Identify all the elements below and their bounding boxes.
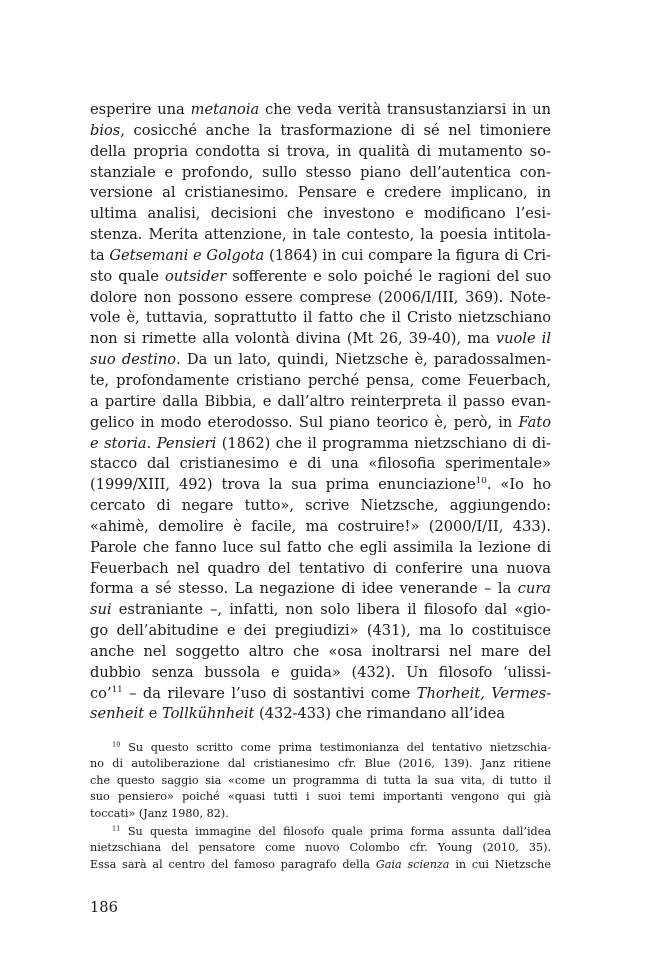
text-span: Feuerbach nel quadro del tentativo di conferire una nuova [90,559,551,577]
italic-span: suo destino [90,351,177,369]
text-span: in cui Nietzsche [449,857,552,871]
text-line [90,579,551,600]
text-span: sto quale [90,267,166,285]
text-span: estraniante –, infatti, non solo libera il filosofo dal «gio- [111,601,551,619]
text-span: (432-433) che rimandano all’idea [254,705,505,723]
text-span: Parole che fanno luce sul fatto che egli assimila la lezione di [90,538,551,556]
italic-span: vuole il [495,330,551,348]
text-span: . «Io ho [486,476,551,494]
text-span: go dell’abitudine e dei pregiudizi» (431), ma lo costituisce [90,622,551,640]
text-line [90,246,551,267]
italic-span: sui [90,601,112,619]
text-line [90,413,551,434]
text-span: stacco dal cristianesimo e di una «filosofia sperimentale» [90,455,551,473]
text-line [90,163,551,184]
main-text [90,100,551,725]
text-span: forma a sé stesso. La negazione di idee venerande – la [90,580,518,598]
italic-span: cura [517,580,551,598]
text-span: Essa sarà al centro del famoso paragrafo della [90,857,376,871]
footnote-line [90,857,551,873]
italic-span: Thorheit, Vermes- [416,684,552,702]
text-line [90,621,551,642]
italic-span: bios [90,121,121,139]
text-line [90,434,551,455]
text-span: stenza. Merita attenzione, in tale contesto, la poesia intitola- [90,226,551,244]
footnote-marker: 10 [475,476,487,487]
italic-span: metanoia [190,101,260,118]
text-span: della propria condotta si trova, in qualità di mutamento so- [90,142,551,160]
text-span: te, profondamente cristiano perché pensa, come Feuerbach, [90,371,551,389]
text-span: che veda verità transustanziarsi in un [259,101,551,118]
text-line [90,392,551,413]
italic-span: Gaia scienza [375,857,450,871]
italic-span: e storia. Pensieri [90,434,217,452]
text-span: ultima analisi, decisioni che investono e modificano l’esi- [90,205,551,223]
footnote-marker: 11 [111,684,123,695]
text-line [90,704,551,725]
text-line [90,183,551,204]
text-span: gelico in modo eterodosso. Sul piano teorico è, però, in [90,413,519,431]
footnote-number: 10 [112,740,121,749]
text-line [90,496,551,517]
text-line [90,371,551,392]
footnote-line [90,740,551,756]
text-span: nietzschiana del pensatore come nuovo Colombo cfr. Young (2010, 35). [90,841,551,855]
footnote-number: 11 [112,824,121,833]
text-line [90,559,551,580]
text-line [90,288,551,309]
text-span: toccati» (Janz 1980, 82). [90,806,229,820]
text-span: dubbio senza bussola e guida» (432). Un filosofo ‘ulissi- [90,663,551,681]
text-line [90,517,551,538]
text-span: non si rimette alla volontà divina (Mt 26, 39-40), ma [90,330,496,348]
text-span: sofferente e solo poiché le ragioni del suo [226,267,551,285]
text-line [90,684,551,705]
text-line [90,204,551,225]
text-span: co’ [90,684,112,702]
text-line [90,663,551,684]
text-span: cercato di negare tutto», scrive Nietzsche, aggiungendo: [90,497,551,515]
text-span: «ahimè, demolire è facile, ma costruire!» (2000/I/II, 433). [90,517,551,535]
footnote-line [90,789,551,805]
text-line [90,308,551,329]
footnotes [90,740,551,873]
italic-span: Getsemani e Golgota [109,246,265,264]
text-span: stanziale e profondo, sullo stesso piano dell’autentica con- [90,163,551,181]
text-span: Su questo scritto come prima testimonianza del tentativo nietzschia- [120,741,551,754]
footnote-line [90,806,551,822]
text-span: Su questa immagine del filosofo quale prima forma assunta dall’idea [120,825,551,839]
text-line [90,350,551,371]
italic-span: outsider [165,267,227,285]
text-line [90,100,551,121]
text-line [90,267,551,288]
text-line [90,142,551,163]
text-span: – da rilevare l’uso di sostantivi come [122,684,417,702]
text-span: (1999/XIII, 492) trova la sua prima enunciazione [90,476,476,494]
text-span: versione al cristianesimo. Pensare e credere implicano, in [90,184,551,202]
text-line [90,454,551,475]
text-span: (1862) che il programma nietzschiano di di- [216,434,551,452]
text-span: e [144,705,163,723]
page-number: 186 [90,899,118,916]
text-span: esperire una [90,101,191,118]
text-line [90,642,551,663]
text-line [90,475,551,496]
text-span: dolore non possono essere comprese (2006/I/III, 369). Note- [90,288,551,306]
text-line [90,600,551,621]
italic-span: Tollkühnheit [162,705,255,723]
footnote-line [90,824,551,840]
text-span: . Da un lato, quindi, Nietzsche è, paradossalmen- [176,351,551,369]
text-line [90,225,551,246]
text-span: (1864) in cui compare la figura di Cri- [264,246,551,264]
text-line [90,329,551,350]
text-span: anche nel soggetto altro che «osa inoltrarsi nel mare del [90,642,551,660]
italic-span: senheit [90,705,145,723]
text-span: a partire dalla Bibbia, e dall’altro reinterpreta il passo evan- [90,392,551,410]
text-line [90,121,551,142]
text-line [90,538,551,559]
italic-span: Fato [518,413,551,431]
footnote-line [90,756,551,772]
text-span: no di autoliberazione dal cristianesimo cfr. Blue (2016, 139). Janz ritiene [90,757,551,771]
footnote-line [90,840,551,856]
text-span: vole è, tuttavia, soprattutto il fatto che il Cristo nietzschiano [90,309,551,327]
text-span: che questo saggio sia «come un programma di tutta la sua vita, di tutto il [90,773,551,787]
text-span: suo pensiero» poiché «quasi tutti i suoi temi importanti vengono qui già [90,790,551,804]
text-span: , cosicché anche la trasformazione di sé nel timoniere [120,121,551,139]
text-span: ta [90,246,110,264]
footnote-line [90,773,551,789]
